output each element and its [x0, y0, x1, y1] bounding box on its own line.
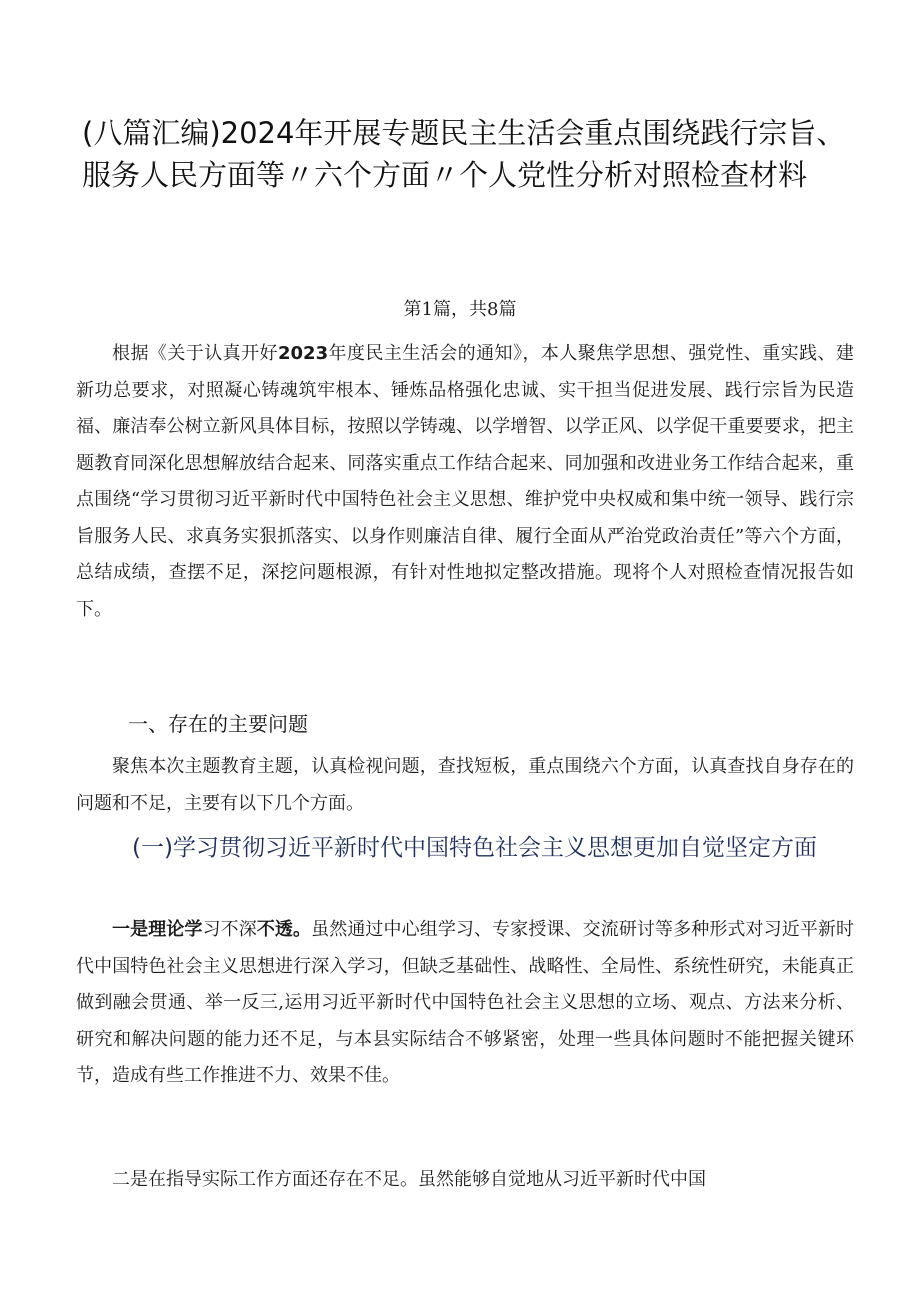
point-1-lead-a: 一是理论学 — [112, 919, 203, 940]
point-1-lead-b: 习不深 — [202, 919, 257, 940]
point-1-lead-c: 不透。 — [256, 919, 312, 940]
subsection-heading-1: (一)学习贯彻习近平新时代中国特色社会主义思想更加自觉坚定方面 — [132, 835, 817, 861]
point-2-paragraph: 二是在指导实际工作方面还存在不足。虽然能够自觉地从习近平新时代中国 — [112, 1169, 706, 1190]
intro-year: 2023 — [278, 343, 329, 364]
part-label: 第1篇，共8篇 — [403, 299, 517, 320]
intro-text-start: 根据《关于认真开好 — [112, 343, 278, 364]
point-1-paragraph — [76, 912, 854, 1095]
intro-paragraph — [76, 336, 854, 628]
intro-text-rest: 年度民主生活会的通知》，本人聚焦学思想、强党性、重实践、建新功总要求，对照凝心铸魂筑牢根本、锤炼品格强化忠诚、实干担当促进发展、践行宗旨为民造福、廉洁奉公树立新风具体目标，按照以学铸魂、以学增智、以学正风、以学促干重要要求，把主题教育同深化思想解放结合起来、同落实重点工作结合起来、同加强和改进业务工作结合起来，重点围绕“学习贯彻习近平新时代中国特色社会主义思想、维护党中央权威和集中统一领导、践行宗旨服务人民、求真务实狠抓落实、以身作则廉洁自律、履行全面从严治党政治责任”等六个方面，总结成绩，查摆不足，深挖问题根源，有针对性地拟定整改措施。现将个人对照检查情况报告如下。 — [76, 343, 854, 620]
section-intro-paragraph: 聚焦本次主题教育主题，认真检视问题，查找短板，重点围绕六个方面，认真查找自身存在的问题和不足，主要有以下几个方面。 — [76, 756, 854, 814]
point-1-text: 虽然通过中心组学习、专家授课、交流研讨等多种形式对习近平新时代中国特色社会主义思想进行深入学习，但缺乏基础性、战略性、全局性、系统性研究，未能真正做到融会贯通、举一反三,运用习近平新时代中国特色社会主义思想的立场、观点、方法来分析、研究和解决问题的能力还不足，与本县实际结合不够紧密，处理一些具体问题时不能把握关键环节，造成有些工作推进不力、效果不佳。 — [76, 919, 855, 1086]
section-heading-main-problems: 一、存在的主要问题 — [128, 712, 308, 736]
document-title: (八篇汇编)2024年开展专题民主生活会重点围绕践行宗旨、服务人民方面等〃六个方面〃个人党性分析对照检查材料 — [82, 116, 846, 192]
